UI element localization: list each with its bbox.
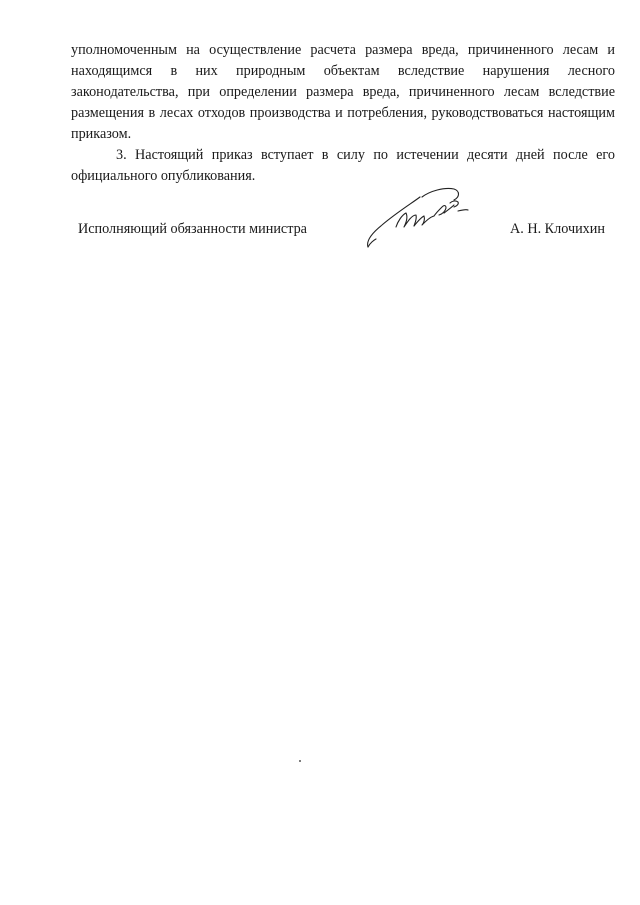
signatory-title: Исполняющий обязанности министра — [78, 221, 307, 237]
handwritten-signature-icon — [362, 183, 472, 255]
paragraph-continuation: уполномоченным на осуществление расчета размера вреда, причиненного лесам и находящимся в них природным объектам вследствие нарушения лесного законодательства, при определении размера вреда, причиненного лесам вследствие размещения в лесах отходов производства и потребления, руководствоваться настоящим приказом. — [71, 42, 615, 142]
scan-dot-mark — [299, 760, 301, 762]
signatory-name: А. Н. Клочихин — [510, 221, 605, 237]
document-body — [71, 40, 615, 187]
paragraph-3: 3. Настоящий приказ вступает в силу по истечении десяти дней после его официального опубликования. — [71, 147, 615, 184]
